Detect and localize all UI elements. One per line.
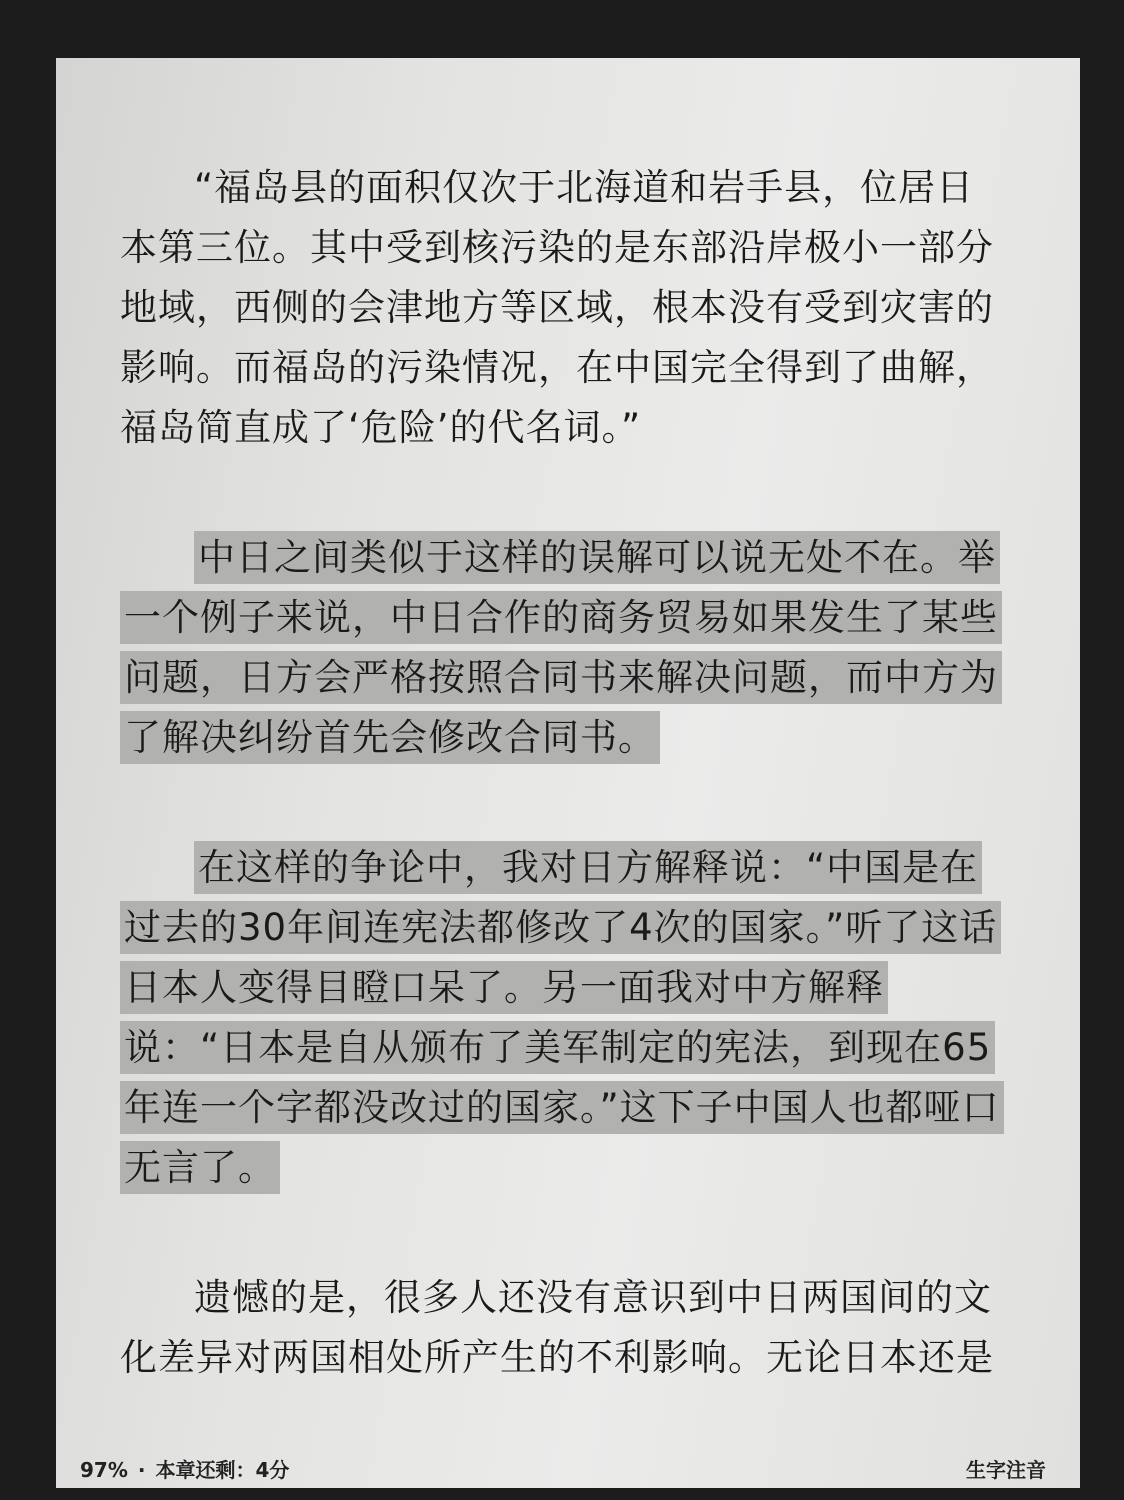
page-content [120,158,1010,1458]
paragraph-text: “福岛县的面积仅次于北海道和岩手县，位居日本第三位。其中受到核污染的是东部沿岸极小一部分地域，西侧的会津地方等区域，根本没有受到灾害的影响。而福岛的污染情况，在中国完全得到了曲解，福岛简直成了‘危险’的代名词。” [120,166,994,449]
pinyin-annotation-button[interactable]: 生字注音 [966,1458,1046,1482]
reader-screen [56,58,1080,1488]
paragraph-text: 遗憾的是，很多人还没有意识到中日两国间的文化差异对两国相处所产生的不利影响。无论日本还是 [120,1276,994,1379]
progress-percent: 97% [80,1458,128,1482]
chapter-remaining: 本章还剩：4分 [155,1458,290,1482]
highlighted-text[interactable]: 中日之间类似于这样的误解可以说无处不在。举一个例子来说，中日合作的商务贸易如果发生了某些问题，日方会严格按照合同书来解决问题，而中方为了解决纠纷首先会修改合同书。 [120,531,1002,764]
reading-progress [80,1454,289,1483]
separator-dot: · [137,1458,146,1482]
status-bar [56,1448,1080,1488]
paragraph-highlighted[interactable] [120,838,1010,1198]
paragraph[interactable] [120,1268,1010,1388]
paragraph[interactable] [120,158,1010,458]
highlighted-text[interactable]: 在这样的争论中，我对日方解释说：“中国是在过去的30年间连宪法都修改了4次的国家。”听了这话日本人变得目瞪口呆了。另一面我对中方解释说：“日本是自从颁布了美军制定的宪法，到现在65年连一个字都没改过的国家。”这下子中国人也都哑口无言了。 [120,841,1004,1194]
paragraph-highlighted[interactable] [120,528,1010,768]
